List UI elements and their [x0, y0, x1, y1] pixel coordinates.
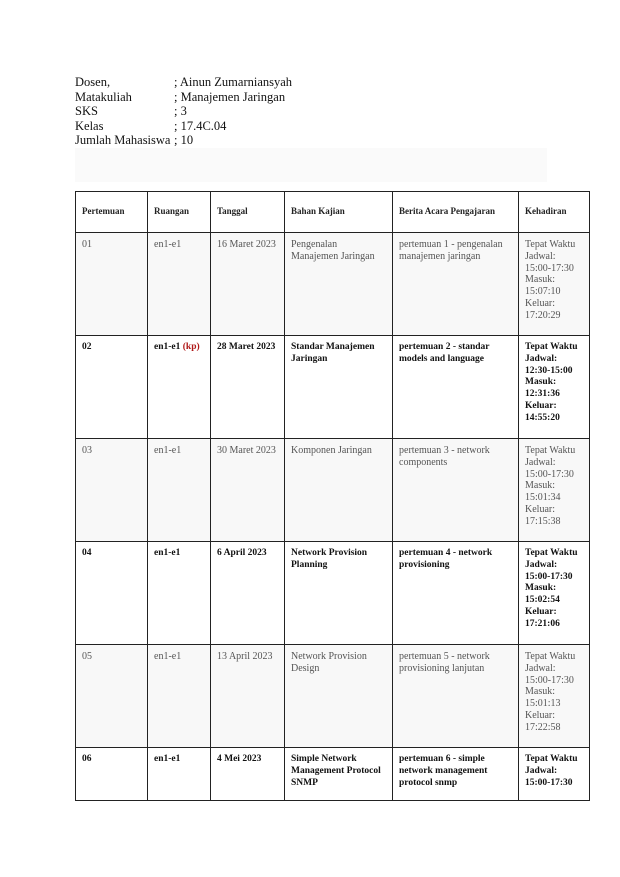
table-row: [76, 439, 590, 542]
cell-tanggal: 13 April 2023: [211, 645, 285, 748]
kehadiran-line: Jadwal:: [525, 456, 556, 468]
table-row: [76, 645, 590, 748]
cell-bahan-kajian: Network Provision Planning: [285, 542, 393, 645]
cell-berita-acara: pertemuan 2 - standar models and language: [393, 336, 519, 439]
attendance-table: [75, 191, 590, 801]
kehadiran-line: 17:20:29: [525, 309, 561, 321]
kehadiran-line: 15:01:13: [525, 698, 561, 710]
kehadiran-line: Masuk:: [525, 274, 555, 286]
cell-pertemuan: 02: [76, 336, 148, 439]
column-header-ruangan: Ruangan: [148, 192, 211, 233]
cell-ruangan: [148, 336, 211, 439]
cell-kehadiran: [519, 439, 590, 542]
kehadiran-line: Jadwal:: [525, 765, 558, 776]
cell-kehadiran: [519, 542, 590, 645]
kehadiran-line: Keluar:: [525, 503, 555, 515]
kehadiran-line: Keluar:: [525, 400, 557, 411]
ruangan-code: en1-e1: [154, 239, 182, 250]
kehadiran-line: Tepat Waktu: [525, 548, 578, 558]
column-header-tanggal: Tanggal: [211, 192, 285, 233]
kehadiran-line: 15:07:10: [525, 286, 561, 298]
info-label: Kelas: [75, 118, 104, 133]
cell-kehadiran: [519, 645, 590, 748]
header-band: [75, 148, 547, 182]
table-header-row: [76, 192, 590, 233]
cell-tanggal: 28 Maret 2023: [211, 336, 285, 439]
info-label: SKS: [75, 104, 98, 119]
kehadiran-line: 15:01:34: [525, 492, 561, 504]
table-row: [76, 233, 590, 336]
cell-tanggal: 16 Maret 2023: [211, 233, 285, 336]
ruangan-code: en1-e1: [154, 445, 182, 456]
info-row-jumlah-mahasiswa: [75, 133, 292, 148]
ruangan-kp-tag: (kp): [182, 342, 200, 352]
kehadiran-line: 12:31:36: [525, 389, 560, 400]
cell-bahan-kajian: Pengenalan Manajemen Jaringan: [285, 233, 393, 336]
cell-kehadiran: [519, 748, 590, 801]
info-label: Matakuliah: [75, 89, 132, 104]
cell-pertemuan: 06: [76, 748, 148, 801]
ruangan-code: en1-e1: [154, 342, 181, 352]
column-header-kehadiran: Kehadiran: [519, 192, 590, 233]
kehadiran-line: 14:55:20: [525, 412, 560, 423]
kehadiran-line: Tepat Waktu: [525, 239, 576, 250]
info-label: Jumlah Mahasiswa: [75, 133, 171, 148]
kehadiran-line: 17:21:06: [525, 618, 560, 629]
cell-tanggal: 30 Maret 2023: [211, 439, 285, 542]
info-value: ; 10: [174, 133, 194, 148]
cell-berita-acara: pertemuan 4 - network provisioning: [393, 542, 519, 645]
kehadiran-line: 12:30-15:00: [525, 365, 573, 376]
info-value: ; 3: [174, 104, 187, 119]
cell-ruangan: [148, 439, 211, 542]
kehadiran-line: Masuk:: [525, 686, 555, 698]
kehadiran-line: 15:00-17:30: [525, 468, 574, 480]
kehadiran-line: Masuk:: [525, 583, 557, 594]
kehadiran-line: Tepat Waktu: [525, 342, 578, 352]
kehadiran-line: Tepat Waktu: [525, 651, 576, 662]
cell-ruangan: [148, 645, 211, 748]
info-row-dosen: [75, 75, 292, 90]
kehadiran-line: Jadwal:: [525, 662, 556, 674]
kehadiran-line: Masuk:: [525, 480, 555, 492]
cell-berita-acara: pertemuan 1 - pengenalan manajemen jaringan: [393, 233, 519, 336]
ruangan-code: en1-e1: [154, 548, 181, 558]
cell-ruangan: [148, 233, 211, 336]
ruangan-code: en1-e1: [154, 651, 182, 662]
cell-bahan-kajian: Standar Manajemen Jaringan: [285, 336, 393, 439]
column-header-bahan-kajian: Bahan Kajian: [285, 192, 393, 233]
info-row-kelas: [75, 119, 292, 134]
info-row-matakuliah: [75, 90, 292, 105]
info-value: ; Manajemen Jaringan: [174, 89, 286, 104]
kehadiran-line: 17:22:58: [525, 721, 561, 733]
kehadiran-line: Masuk:: [525, 377, 557, 388]
cell-bahan-kajian: Komponen Jaringan: [285, 439, 393, 542]
table-row: [76, 336, 590, 439]
cell-bahan-kajian: Network Provision Design: [285, 645, 393, 748]
column-header-berita-acara: Berita Acara Pengajaran: [393, 192, 519, 233]
cell-ruangan: [148, 542, 211, 645]
cell-kehadiran: [519, 336, 590, 439]
cell-kehadiran: [519, 233, 590, 336]
kehadiran-line: 17:15:38: [525, 515, 561, 527]
kehadiran-line: 15:02:54: [525, 595, 560, 606]
ruangan-code: en1-e1: [154, 754, 181, 764]
cell-tanggal: 6 April 2023: [211, 542, 285, 645]
cell-pertemuan: 04: [76, 542, 148, 645]
kehadiran-line: 15:00-17:30: [525, 777, 573, 788]
cell-berita-acara: pertemuan 5 - network provisioning lanjutan: [393, 645, 519, 748]
cell-ruangan: [148, 748, 211, 801]
cell-pertemuan: 03: [76, 439, 148, 542]
kehadiran-line: Keluar:: [525, 709, 555, 721]
info-row-sks: [75, 104, 292, 119]
kehadiran-line: Jadwal:: [525, 559, 558, 570]
info-label: Dosen,: [75, 75, 111, 89]
kehadiran-line: Keluar:: [525, 606, 557, 617]
course-info-header: [75, 75, 292, 148]
cell-bahan-kajian: Simple Network Management Protocol SNMP: [285, 748, 393, 801]
info-value: ; Ainun Zumarniansyah: [174, 75, 293, 89]
cell-tanggal: 4 Mei 2023: [211, 748, 285, 801]
kehadiran-line: Tepat Waktu: [525, 754, 578, 764]
cell-berita-acara: pertemuan 3 - network components: [393, 439, 519, 542]
table-row: [76, 748, 590, 801]
kehadiran-line: 15:00-17:30: [525, 262, 574, 274]
kehadiran-line: Tepat Waktu: [525, 445, 576, 456]
column-header-pertemuan: Pertemuan: [76, 192, 148, 233]
cell-pertemuan: 05: [76, 645, 148, 748]
kehadiran-line: Jadwal:: [525, 353, 558, 364]
cell-pertemuan: 01: [76, 233, 148, 336]
kehadiran-line: 15:00-17:30: [525, 571, 573, 582]
cell-berita-acara: pertemuan 6 - simple network management protocol snmp: [393, 748, 519, 801]
table-row: [76, 542, 590, 645]
info-value: ; 17.4C.04: [174, 118, 227, 133]
kehadiran-line: Jadwal:: [525, 250, 556, 262]
kehadiran-line: 15:00-17:30: [525, 674, 574, 686]
kehadiran-line: Keluar:: [525, 297, 555, 309]
